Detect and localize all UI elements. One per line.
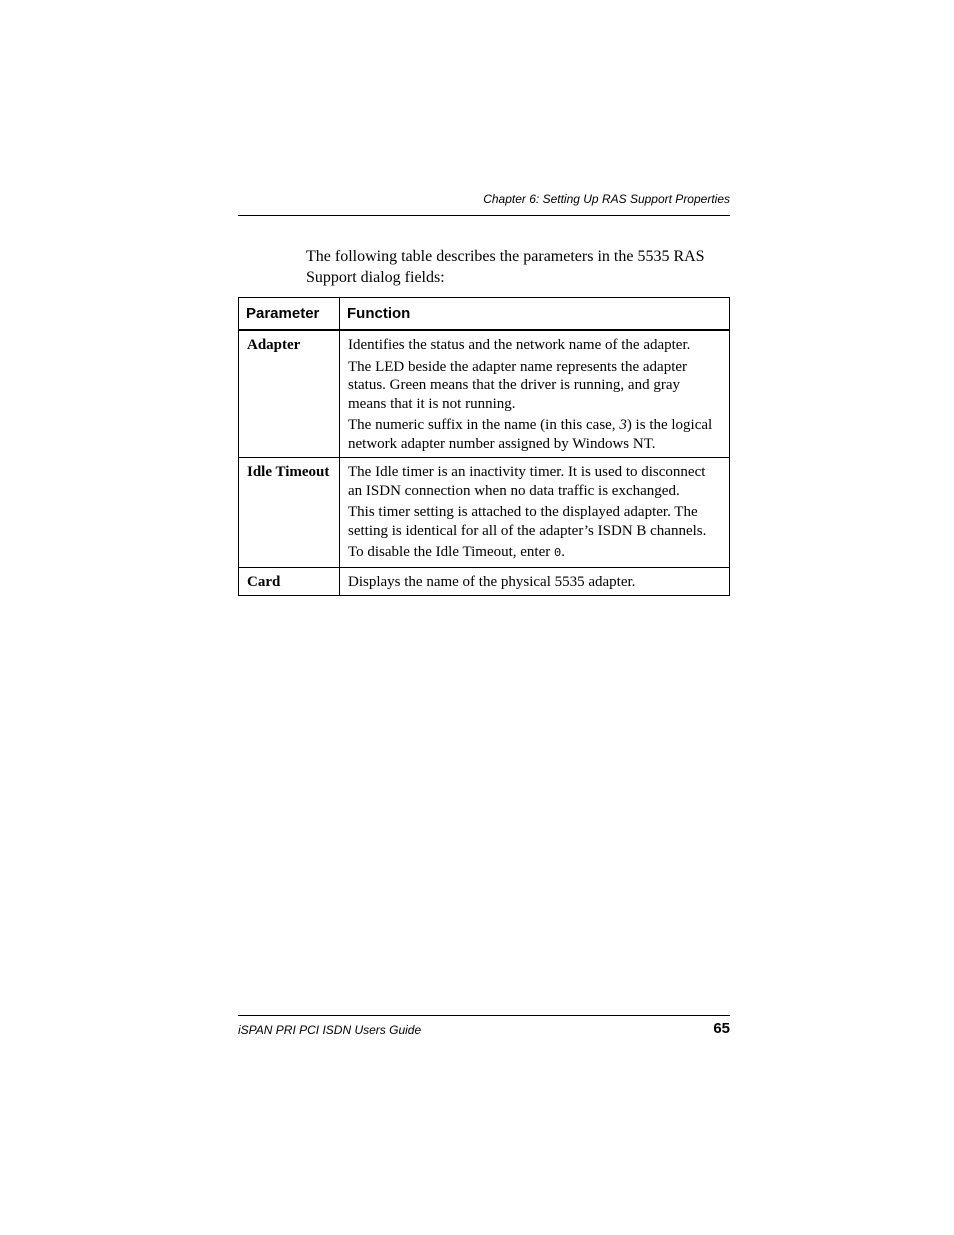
- code-value: 0: [554, 546, 562, 560]
- running-header: Chapter 6: Setting Up RAS Support Properties: [483, 192, 730, 206]
- function-paragraph: Displays the name of the physical 5535 adapter.: [348, 573, 636, 590]
- emphasis-text: 3: [619, 417, 627, 433]
- page-number: 65: [713, 1020, 730, 1037]
- column-header-parameter: Parameter: [239, 298, 340, 331]
- function-paragraph: [348, 416, 722, 453]
- parameter-name: Idle Timeout: [239, 458, 340, 568]
- header-divider: [238, 215, 730, 216]
- table-row: [239, 567, 730, 596]
- parameters-table: [238, 297, 730, 596]
- footer-book-title: iSPAN PRI PCI ISDN Users Guide: [238, 1023, 422, 1037]
- function-paragraph: The LED beside the adapter name represents the adapter status. Green means that the driver is running, and gray means that it is not running.: [348, 358, 688, 412]
- footer-divider: [238, 1015, 730, 1016]
- text-run: ) is the logical network adapter number assigned by Windows NT.: [348, 417, 713, 452]
- function-paragraph: Identifies the status and the network name of the adapter.: [348, 337, 691, 353]
- table-header-row: [239, 298, 730, 331]
- parameter-function: [340, 330, 730, 458]
- intro-paragraph: The following table describes the parameters in the 5535 RAS Support dialog fields:: [306, 248, 705, 286]
- table-row: [239, 458, 730, 568]
- parameter-name: Adapter: [239, 330, 340, 458]
- function-paragraph: This timer setting is attached to the displayed adapter. The setting is identical for all of the adapter’s ISDN B channels.: [348, 504, 707, 539]
- column-header-function: Function: [340, 298, 730, 331]
- parameter-name: Card: [239, 567, 340, 596]
- parameter-function: [340, 458, 730, 568]
- table-row: [239, 330, 730, 458]
- text-run: The numeric suffix in the name (in this case,: [348, 417, 620, 433]
- text-run: .: [561, 544, 565, 560]
- text-run: To disable the Idle Timeout, enter: [348, 544, 555, 560]
- function-paragraph: [348, 543, 722, 563]
- parameter-function: [340, 567, 730, 596]
- function-paragraph: The Idle timer is an inactivity timer. It is used to disconnect an ISDN connection when no data traffic is exchanged.: [348, 464, 706, 499]
